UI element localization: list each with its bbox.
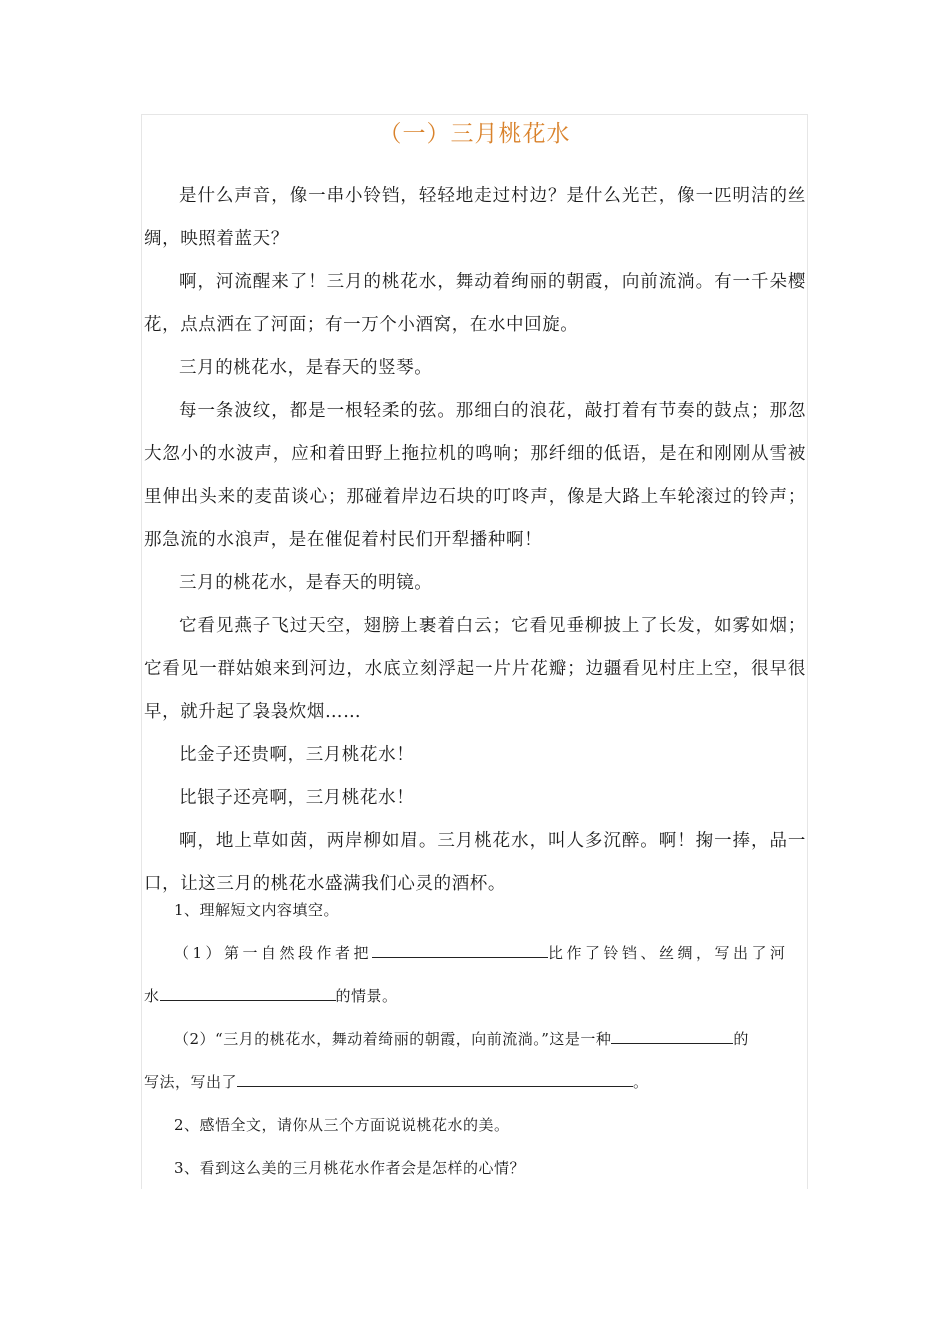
paragraph-7: 比金子还贵啊，三月桃花水！	[179, 745, 415, 765]
question-2	[144, 1104, 806, 1147]
page-title: （一）三月桃花水	[378, 121, 571, 147]
paragraph-8: 比银子还亮啊，三月桃花水！	[179, 788, 415, 808]
question-1	[144, 889, 806, 932]
question-1-2-text-a: （2）“三月的桃花水，舞动着绮丽的朝霞，向前流淌。”这是一种	[174, 1030, 612, 1048]
question-1-2-text-d: 。	[633, 1073, 649, 1091]
paragraph-3: 三月的桃花水，是春天的竖琴。	[179, 358, 433, 378]
question-2-text: 2、感悟全文，请你从三个方面说说桃花水的美。	[174, 1116, 510, 1134]
question-1-2-text-b: 的	[733, 1030, 749, 1048]
question-1-title: 1、理解短文内容填空。	[174, 901, 340, 919]
answer-blank-2[interactable]	[160, 986, 336, 1001]
question-1-2-text-c: 写法，写出了	[144, 1073, 238, 1091]
paragraph-4: 每一条波纹，都是一根轻柔的弦。那细白的浪花，敲打着有节奏的鼓点；那忽大忽小的水波声，应和着田野上拖拉机的鸣响；那纤细的低语，是在和刚刚从雪被里伸出头来的麦苗谈心；那碰着岸边石块的叮咚声，像是大路上车轮滚过的铃声；那急流的水浪声，是在催促着村民们开犁播种啊！	[144, 401, 806, 550]
question-3	[144, 1147, 806, 1190]
answer-blank-3[interactable]	[611, 1029, 733, 1044]
question-1-2	[144, 1018, 806, 1061]
question-1-1-text-b: 比作了铃铛、丝绸，写出了河	[548, 944, 789, 962]
question-1-1-text-a: （1）第一自然段作者把	[174, 944, 373, 962]
question-1-2-cont	[144, 1061, 806, 1104]
question-1-1	[144, 932, 806, 975]
question-3-text: 3、看到这么美的三月桃花水作者会是怎样的心情？	[174, 1159, 526, 1177]
question-1-1-text-c: 水	[144, 987, 160, 1005]
paragraph-5: 三月的桃花水，是春天的明镜。	[179, 573, 433, 593]
paragraph-1: 是什么声音，像一串小铃铛，轻轻地走过村边？是什么光芒，像一匹明洁的丝绸，映照着蓝天？	[144, 186, 806, 249]
article-body	[144, 175, 806, 906]
paragraph-6: 它看见燕子飞过天空，翅膀上裹着白云；它看见垂柳披上了长发，如雾如烟；它看见一群姑娘来到河边，水底立刻浮起一片片花瓣；边疆看见村庄上空，很早很早，就升起了袅袅炊烟……	[144, 616, 806, 722]
paragraph-9: 啊，地上草如茵，两岸柳如眉。三月桃花水，叫人多沉醉。啊！掬一捧，品一口，让这三月的桃花水盛满我们心灵的酒杯。	[144, 831, 806, 894]
answer-blank-4[interactable]	[237, 1072, 633, 1087]
question-1-1-text-d: 的情景。	[335, 987, 398, 1005]
answer-blank-1[interactable]	[372, 943, 548, 958]
paragraph-2: 啊，河流醒来了！三月的桃花水，舞动着绚丽的朝霞，向前流淌。有一千朵樱花，点点洒在了河面；有一万个小酒窝，在水中回旋。	[144, 272, 806, 335]
question-1-1-cont	[144, 975, 806, 1018]
